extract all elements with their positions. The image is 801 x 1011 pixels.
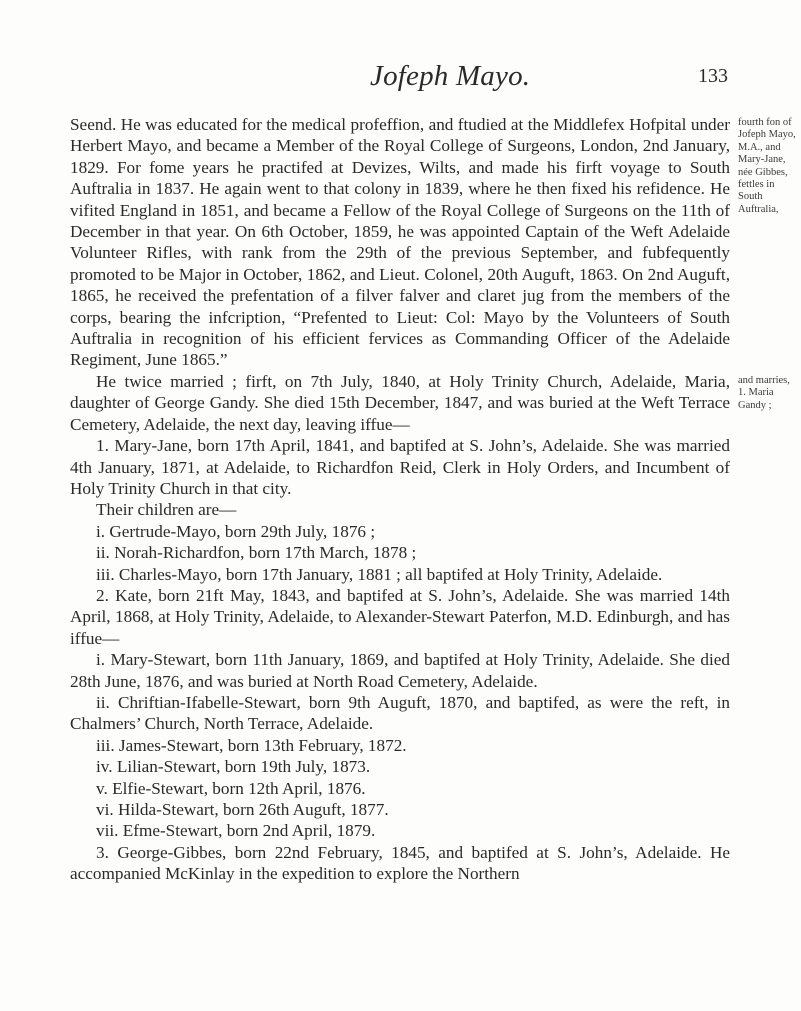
margin-note-settles bbox=[738, 117, 800, 216]
grandchild-entry: i. Gertrude-Mayo, born 29th July, 1876 ; bbox=[96, 521, 376, 541]
child-entry-kate: 2. Kate, born 21ft May, 1843, and baptifed at S. John’s, Adelaide. She was married 14th April, 1868, at Holy Trinity, Adelaide, to Alexander-Stewart Paterfon, M.D. Edinburgh, and has iffue— bbox=[70, 585, 730, 648]
grandchild-entry: iii. James-Stewart, born 13th February, 1872. bbox=[96, 735, 407, 755]
child-entry-george-gibbes: 3. George-Gibbes, born 22nd February, 1845, and baptifed at S. John’s, Adelaide. He accompanied McKinlay in the expedition to explore the Northern bbox=[70, 842, 730, 884]
running-title: Jofeph Mayo. bbox=[370, 60, 531, 92]
margin-note-text: fourth fon of Jofeph Mayo, M.A., and Mary-Jane, née Gibbes, fettles in South Auftralia, bbox=[738, 117, 796, 215]
grandchild-entry: iii. Charles-Mayo, born 17th January, 1881 ; all baptifed at Holy Trinity, Adelaide. bbox=[96, 564, 663, 584]
grandchild-entry: ii. Chriftian-Ifabelle-Stewart, born 9th Auguft, 1870, and baptifed, as were the reft, in Chalmers’ Church, North Terrace, Adelaide. bbox=[70, 692, 730, 734]
paragraph-marriage: He twice married ; firft, on 7th July, 1840, at Holy Trinity Church, Adelaide, Maria, daughter of George Gandy. She died 15th December, 1847, and was buried at the Weft Terrace Cemetery, Adelaide, the next day, leaving iffue— bbox=[70, 371, 730, 434]
grandchild-entry: vii. Efme-Stewart, born 2nd April, 1879. bbox=[96, 821, 376, 841]
grandchild-entry: iv. Lilian-Stewart, born 19th July, 1873. bbox=[96, 757, 371, 777]
margin-note-marries bbox=[738, 375, 800, 412]
grandchildren-intro: Their children are— bbox=[96, 500, 237, 520]
paragraph-career: Seend. He was educated for the medical profeffion, and ftudied at the Middlefex Hofpital under Herbert Mayo, and became a Member of the Royal College of Surgeons, London, 2nd January, 1829. For fome years he practifed at Devizes, Wilts, and made his firft voyage to South Auftralia in 1837. He again went to that colony in 1839, where he then fixed his refidence. He vifited England in 1851, and became a Fellow of the Royal College of Surgeons on the 11th of December in that year. On 6th October, 1859, he was appointed Captain of the Weft Adelaide Volunteer Rifles, with rank from the 29th of the previous September, and fubfequently promoted to be Major in October, 1862, and Lieut. Colonel, 20th Auguft, 1863. On 2nd Auguft, 1865, he received the prefentation of a filver falver and claret jug from the members of the corps, bearing the infcription, “Prefented to Lieut: Col: Mayo by the Volunteers of South Auftralia in recognition of his efficient fervices as Commanding Officer of the Adelaide Regiment, June 1865.” bbox=[70, 115, 730, 370]
grandchild-entry: vi. Hilda-Stewart, born 26th Auguft, 1877. bbox=[96, 800, 389, 819]
grandchild-entry: i. Mary-Stewart, born 11th January, 1869, and baptifed at Holy Trinity, Adelaide. She died 28th June, 1876, and was buried at North Road Cemetery, Adelaide. bbox=[70, 650, 730, 691]
margin-note-text: and marries, 1. Maria Gandy ; bbox=[738, 375, 790, 411]
child-entry-mary-jane: 1. Mary-Jane, born 17th April, 1841, and baptifed at S. John’s, Adelaide. She was married 4th January, 1871, at Adelaide, to Richardfon Reid, Clerk in Holy Orders, and Incumbent of Holy Trinity Church in that city. bbox=[70, 436, 730, 498]
grandchild-entry: ii. Norah-Richardfon, born 17th March, 1878 ; bbox=[96, 543, 417, 563]
page-number: 133 bbox=[698, 65, 728, 87]
page-header bbox=[0, 60, 801, 100]
grandchild-entry: v. Elfie-Stewart, born 12th April, 1876. bbox=[96, 778, 366, 798]
body-text bbox=[70, 114, 730, 885]
